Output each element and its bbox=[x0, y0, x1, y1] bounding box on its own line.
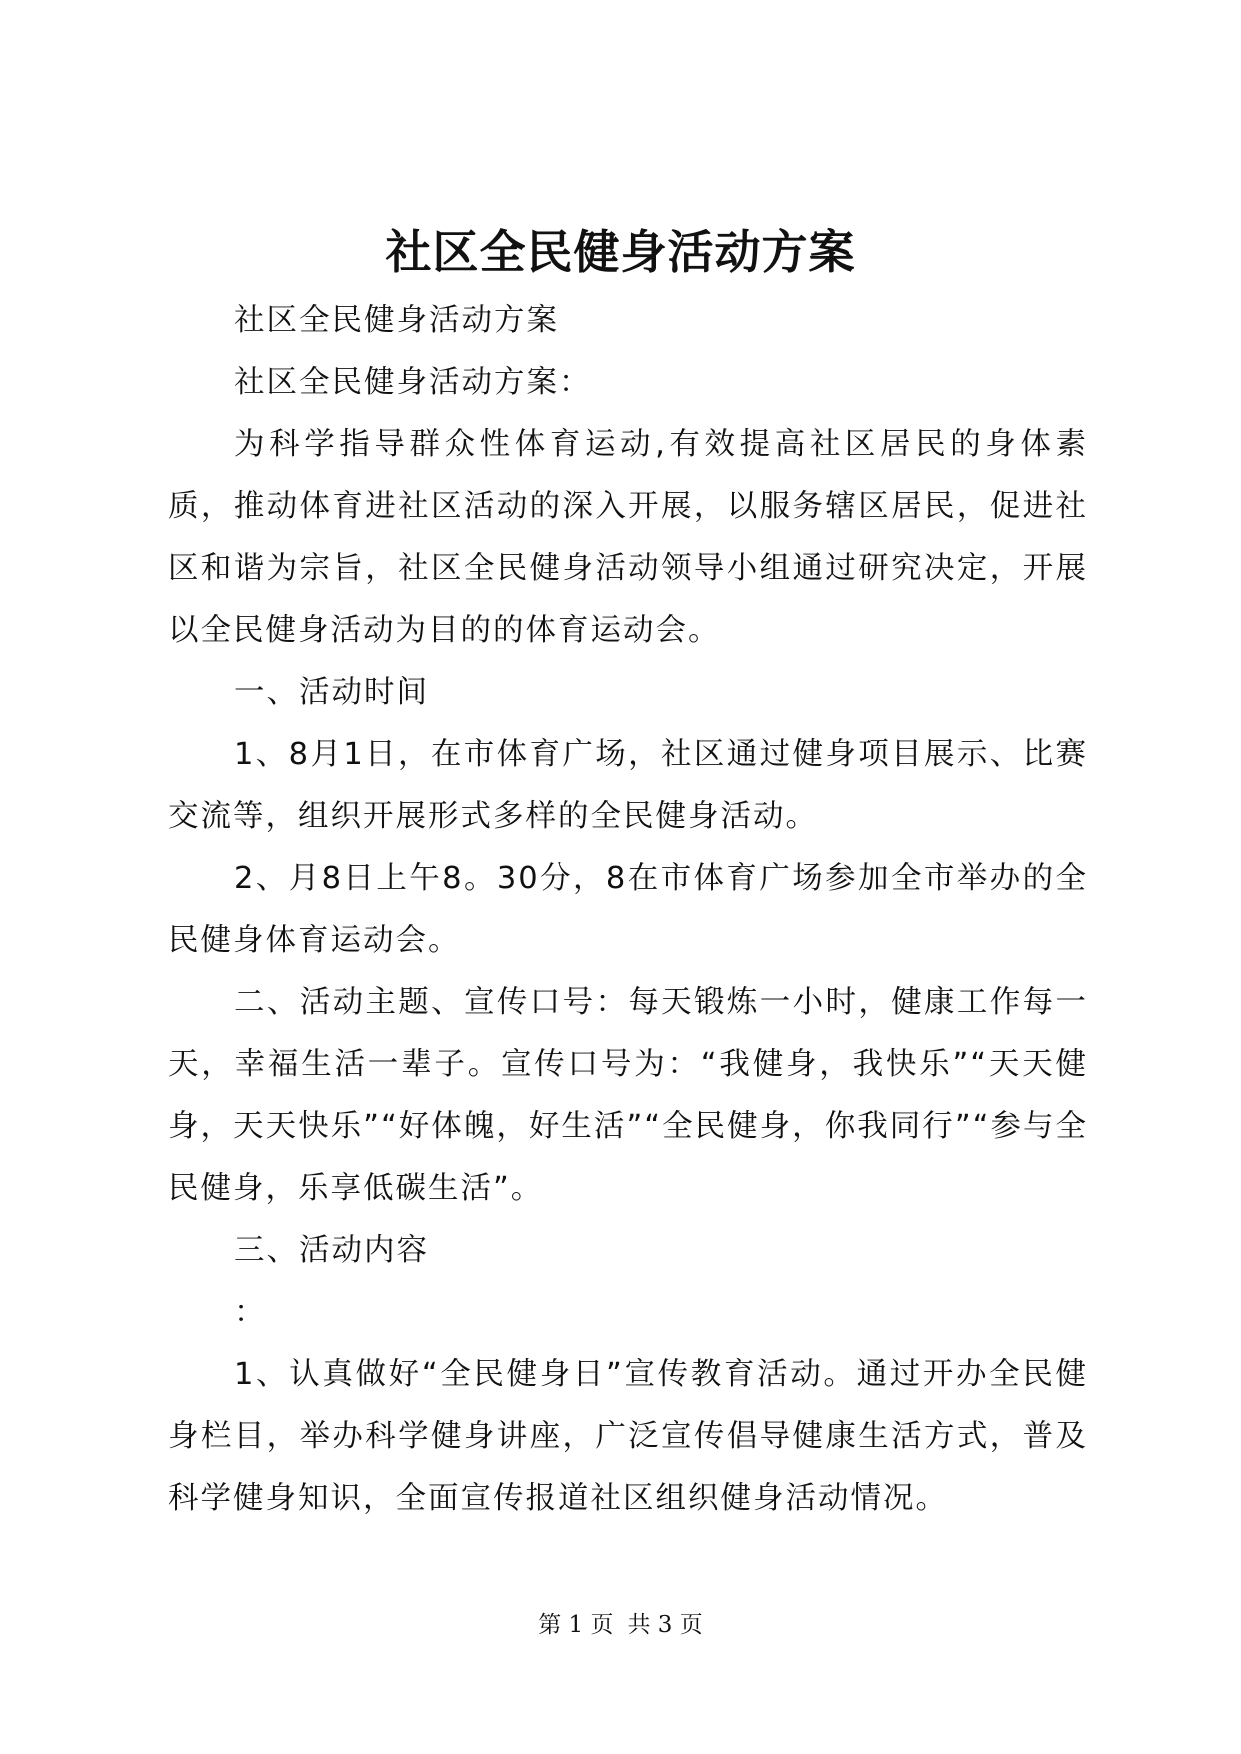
paragraph: 2、月8日上午8。30分，8在市体育广场参加全市举办的全民健身体育运动会。 bbox=[168, 861, 1088, 958]
section-heading: 一、活动时间 bbox=[234, 675, 429, 710]
paragraph: 社区全民健身活动方案 bbox=[234, 303, 559, 338]
paragraph: 二、活动主题、宣传口号：每天锻炼一小时，健康工作每一天，幸福生活一辈子。宣传口号为：“我健身，我快乐”“天天健身，天天快乐”“好体魄，好生活”“全民健身，你我同行”“参与全民健身，乐享低碳生活”。 bbox=[168, 985, 1088, 1206]
page-total: 共 3 页 bbox=[627, 1612, 703, 1638]
page-number: 第 1 页 bbox=[538, 1612, 614, 1638]
page-footer bbox=[0, 1610, 1241, 1640]
document-title: 社区全民健身活动方案 bbox=[385, 225, 856, 279]
paragraph: 1、认真做好“全民健身日”宣传教育活动。通过开办全民健身栏目，举办科学健身讲座，广泛宣传倡导健康生活方式，普及科学健身知识，全面宣传报道社区组织健身活动情况。 bbox=[168, 1357, 1088, 1516]
paragraph: 为科学指导群众性体育运动,有效提高社区居民的身体素质，推动体育进社区活动的深入开展，以服务辖区居民，促进社区和谐为宗旨，社区全民健身活动领导小组通过研究决定，开展以全民健身活动为目的的体育运动会。 bbox=[168, 427, 1088, 648]
section-heading: 三、活动内容 bbox=[234, 1233, 429, 1268]
document-body bbox=[168, 290, 1088, 1530]
paragraph: 1、8月1日，在市体育广场，社区通过健身项目展示、比赛交流等，组织开展形式多样的全民健身活动。 bbox=[168, 737, 1088, 834]
paragraph: 社区全民健身活动方案： bbox=[234, 365, 592, 400]
paragraph: ： bbox=[234, 1295, 267, 1330]
